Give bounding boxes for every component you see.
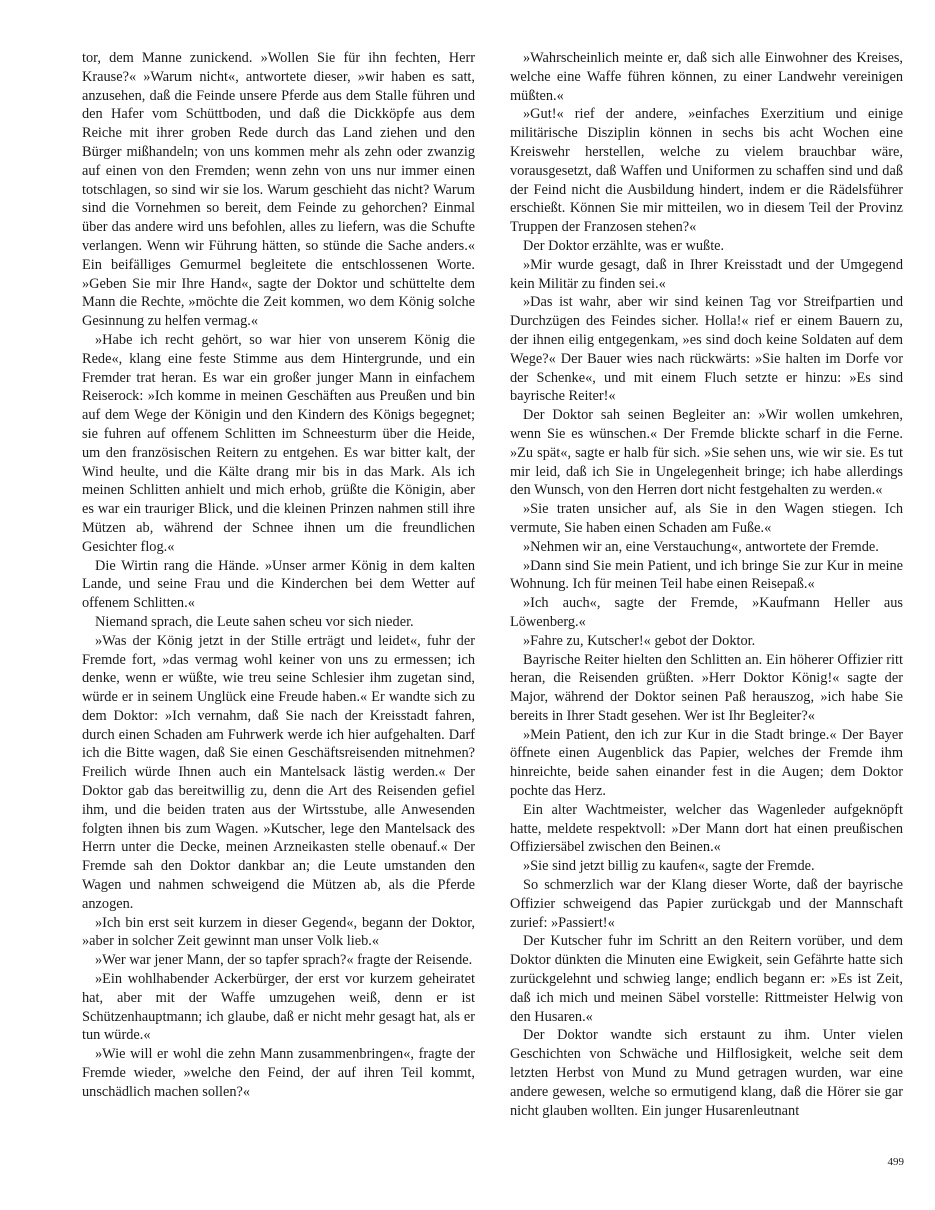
paragraph: »Wer war jener Mann, der so tapfer sprach?« fragte der Reisende. bbox=[95, 952, 473, 969]
paragraph: Ein alter Wachtmeister, welcher das Wagenleder aufgeknöpft hatte, meldete respektvoll: »Der Mann dort hat einen preußischen Offiziersäbel zwischen den Beinen.« bbox=[510, 801, 903, 856]
paragraph: »Wahrscheinlich meinte er, daß sich alle Einwohner des Kreises, welche eine Waffe führen können, zu einer Landwehr vereinigen müßten.« bbox=[510, 50, 903, 104]
paragraph: »Was der König jetzt in der Stille erträgt und leidet«, fuhr der Fremde fort, »das vermag wohl keiner von uns zu ermessen; ich denke, wenn er wüßte, wie treu seine Schlesier ihm zugetan sind, würde er in seinem Unglück eine Freude haben.« Er wandte sich zu dem Doktor: »Ich vernahm, daß Sie nach der Kreisstadt fahren, durch einen Schaden am Fuhrwerk werde ich hier aufgehalten. Darf ich die Bitte wagen, daß Sie einen Geschäftsreisenden mitnehmen? Freilich würde Ihnen auch ein Mantelsack lästig werden.« Der Doktor gab das bereitwillig zu, denn die Art des Reisenden gefiel ihm, und die beiden traten aus der Wirtsstube, alle Anwesenden folgten ihnen bis zum Wagen. »Kutscher, lege den Mantelsack des Herrn unter die Decke, meinen Arzneikasten stelle obenauf.« Der Fremde sah den Doktor dankbar an; die Leute umstanden den Wagen und nahmen schweigend die Mützen ab, als die Pferde anzogen. bbox=[82, 632, 475, 912]
paragraph: Der Doktor wandte sich erstaunt zu ihm. Unter vielen Geschichten von Schwäche und Hilflosigkeit, welche seit dem letzten Herbst von Mund zu Mund getragen wurden, war eine andere gewesen, welche so ermutigend klang, daß die Hörer sie gar nicht glauben wollten. Ein junger Husarenleutnant bbox=[510, 1027, 903, 1119]
page-number: 499 bbox=[887, 1156, 904, 1168]
paragraph: Der Doktor sah seinen Begleiter an: »Wir wollen umkehren, wenn Sie es wünschen.« Der Fremde blickte scharf in die Ferne. »Zu spät«, sagte er halb für sich. »Sie sehen uns, wie wir sie. Es tut mir leid, daß ich Sie in Ungelegenheit bringe; ich habe allerdings den Wunsch, von den Herren dort nicht festgehalten zu werden.« bbox=[510, 407, 903, 499]
paragraph: »Nehmen wir an, eine Verstauchung«, antwortete der Fremde. bbox=[523, 538, 879, 555]
paragraph: »Mir wurde gesagt, daß in Ihrer Kreisstadt und der Umgegend kein Militär zu finden sei.« bbox=[510, 256, 903, 292]
paragraph: tor, dem Manne zunickend. »Wollen Sie für ihn fechten, Herr Krause?« »Warum nicht«, antwortete dieser, »wir haben es satt, anzusehen, daß die Feinde unsere Pferde aus dem Stalle führen und den Hafer vom Schüttboden, und daß die Dickköpfe aus dem Reiche mit ihrer groben Rede durch das Land ziehen und den Bürger mißhandeln; von uns kommen mehr als zehn oder zwanzig auf einen von den Fremden; wenn zehn von uns nur immer einen totschlagen, so sind wir sie los. Warum geschieht das nicht? Warum sind die Vornehmen so bereit, dem Feinde zu gehorchen? Einmal über das andere wird uns befohlen, alles zu liefern, was die Schufte verlangen. Wenn wir Führung hätten, so stünde die Sache anders.« Ein beifälliges Gemurmel begleitete die entschlossenen Worte. »Geben Sie mir Ihre Hand«, sagte der Doktor und schüttelte dem Mann die Rechte, »möchte die Zeit kommen, wo dem König solche Gesinnung zu helfen vermag.« bbox=[82, 50, 475, 330]
paragraph: »Dann sind Sie mein Patient, und ich bringe Sie zur Kur in meine Wohnung. Ich für meinen Teil habe einen Reisepaß.« bbox=[510, 557, 903, 593]
paragraph: Der Doktor erzählte, was er wußte. bbox=[523, 237, 725, 254]
left-text-column bbox=[82, 49, 475, 1102]
right-text-column bbox=[510, 49, 903, 1120]
paragraph: »Ich bin erst seit kurzem in dieser Gegend«, begann der Doktor, »aber in solcher Zeit gewinnt man unser Volk lieb.« bbox=[82, 914, 475, 950]
paragraph: »Sie traten unsicher auf, als Sie in den Wagen stiegen. Ich vermute, Sie haben einen Schaden am Fuße.« bbox=[510, 501, 903, 536]
paragraph: Die Wirtin rang die Hände. »Unser armer König in dem kalten Lande, und seine Frau und die Kinderchen bei dem Wetter auf offenem Schlitten.« bbox=[82, 557, 475, 612]
paragraph: »Gut!« rief der andere, »einfaches Exerzitium und einige militärische Disziplin können in sechs bis acht Wochen eine Kreiswehr herstellen, welche zu vielem brauchbar wäre, vorausgesetzt, daß Waffen und Uniformen zu schaffen sind und daß der Feind nicht die Ausbildung hindert, indem er die Rädelsführer erschießt. Können Sie mir mitteilen, wo in diesem Teil der Provinz Truppen der Franzosen stehen?« bbox=[510, 106, 903, 236]
paragraph: »Wie will er wohl die zehn Mann zusammenbringen«, fragte der Fremde wieder, »welche den Feind, der auf ihren Teil kommt, unschädlich machen sollen?« bbox=[82, 1046, 475, 1100]
paragraph: »Fahre zu, Kutscher!« gebot der Doktor. bbox=[523, 632, 756, 649]
paragraph: Bayrische Reiter hielten den Schlitten an. Ein höherer Offizier ritt heran, die Reisenden grüßten. »Herr Doktor König!« sagte der Major, während der Doktor seinen Paß herauszog, »ich habe Sie bereits in Ihrer Stadt gesehen. Wer ist Ihr Begleiter?« bbox=[510, 651, 903, 724]
paragraph: »Ich auch«, sagte der Fremde, »Kaufmann Heller aus Löwenberg.« bbox=[510, 595, 903, 630]
paragraph: »Das ist wahr, aber wir sind keinen Tag vor Streifpartien und Durchzügen des Feindes sicher. Holla!« rief er einem Bauern zu, der ihnen eilig entgegenkam, »es sind doch keine Soldaten auf dem Wege?« Der Bauer wies nach rückwärts: »Sie halten im Dorfe vor der Schenke«, und mit einem Fluch setzte er hinzu: »Es sind bayrische Reiter!« bbox=[510, 294, 903, 405]
paragraph: »Mein Patient, den ich zur Kur in die Stadt bringe.« Der Bayer öffnete einen Augenblick das Papier, welches der Fremde ihm hinreichte, beide sahen einander fest in die Augen; dem Doktor pochte das Herz. bbox=[510, 726, 903, 800]
paragraph: »Ein wohlhabender Ackerbürger, der erst vor kurzem geheiratet hat, aber mit der Waffe umzugehen weiß, denn er ist Schützenhauptmann; ich glaube, daß er nicht mehr gesagt hat, als er tun würde.« bbox=[82, 971, 475, 1044]
paragraph: »Sie sind jetzt billig zu kaufen«, sagte der Fremde. bbox=[523, 858, 815, 875]
paragraph: Niemand sprach, die Leute sahen scheu vor sich nieder. bbox=[95, 613, 414, 630]
paragraph: Der Kutscher fuhr im Schritt an den Reitern vorüber, und dem Doktor dünkten die Minuten eine Ewigkeit, sein Gefährte hatte sich zurückgelehnt und schwieg lange; endlich begann er: »Es ist Zeit, daß ich mich und meinen Säbel vorstelle: Rittmeister Helwig von den Husaren.« bbox=[510, 933, 903, 1025]
paragraph: »Habe ich recht gehört, so war hier von unserem König die Rede«, klang eine feste Stimme aus dem Hintergrunde, und ein Fremder trat heran. Es war ein großer junger Mann in einfachem Reiserock: »Ich komme in meinen Geschäften aus Preußen und bin auf dem Wege der Königin und den Kindern des Königs begegnet; sie fuhren auf offenem Schlitten im Schneesturm über die Heide, um den französischen Reitern zu entgehen. Es war bitter kalt, der Wind heulte, und die Kälte drang mir bis in das Mark. Als ich meinen Schlitten anhielt und mich erhob, grüßte die Königin, aber es war ein trauriger Blick, und die kleinen Prinzen nahmen still ihre Mützen ab, während der Schnee ihnen um die freundlichen Gesichter flog.« bbox=[82, 331, 475, 555]
paragraph: So schmerzlich war der Klang dieser Worte, daß der bayrische Offizier schweigend das Papier zurückgab und der Mannschaft zurief: »Passiert!« bbox=[510, 877, 903, 931]
